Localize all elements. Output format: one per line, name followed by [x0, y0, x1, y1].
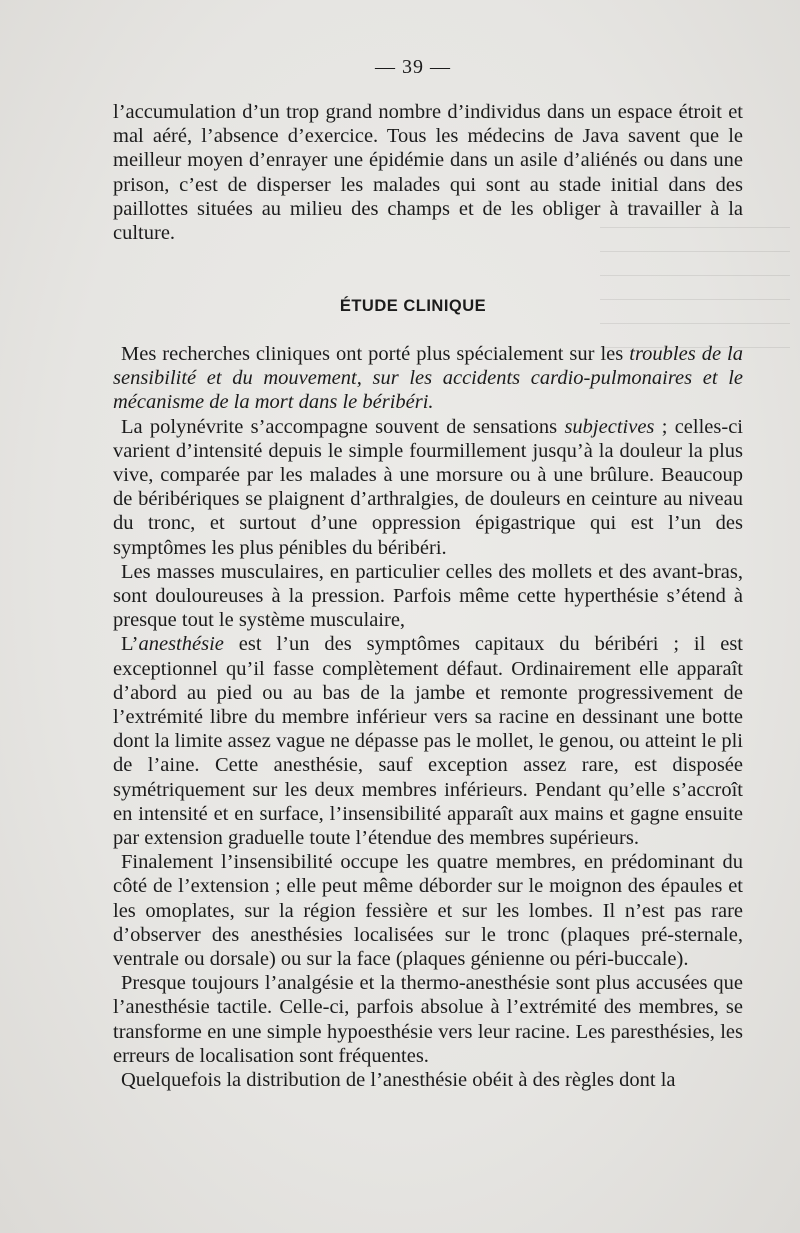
intro-paragraph: l’accumulation d’un trop grand nombre d’individus dans un espace étroit et mal aéré, l’absence d’exercice. Tous les médecins de Java savent que le meilleur moyen d’enrayer une épidémie dans un asile d’aliénés ou dans une prison, c’est de disperser les malades qui sont au stade initial dans des paillottes situées au milieu des champs et de les obliger à travailler à la culture. [113, 101, 743, 245]
paragraph-7: Quelquefois la distribution de l’anesthésie obéit à des règles dont la [121, 1069, 676, 1092]
paragraph-4 [113, 632, 743, 850]
paragraph-5: Finalement l’insensibilité occupe les quatre membres, en prédominant du côté de l’extension ; elle peut même déborder sur le moignon des épaules et les omoplates, sur la région fessière et sur les lombes. Il n’est pas rare d’observer des anesthésies localisées sur le tronc (plaques pré-sternale, ventrale ou dorsale) ou sur la face (plaques génienne ou péri-buccale). [113, 851, 743, 971]
paragraph-2-rest: ; celles-ci varient d’intensité depuis le simple fourmillement jusqu’à la douleur la plus vive, comparée par les malades à une morsure ou à une brûlure. Beaucoup de béribériques se plaignent d’arthralgies, de douleurs en ceinture au niveau du tronc, et surtout d’une oppression épigastrique qui est l’un des symptômes les plus pénibles du béribéri. [113, 415, 743, 559]
paragraph-3: Les masses musculaires, en particulier celles des mollets et des avant-bras, sont douloureuses à la pression. Parfois même cette hyperthésie s’étend à presque tout le système musculaire, [113, 560, 743, 632]
paragraph-6: Presque toujours l’analgésie et la thermo-anesthésie sont plus accusées que l’anesthésie tactile. Celle-ci, parfois absolue à l’extrémité des membres, se transforme en une simple hypoesthésie vers leur racine. Les paresthésies, les erreurs de localisation sont fréquentes. [113, 972, 743, 1067]
section-heading: ÉTUDE CLINIQUE [339, 297, 487, 315]
paragraph-2 [113, 415, 743, 560]
paragraph-2-emphasis: subjectives [564, 415, 655, 438]
paragraph-1 [113, 342, 743, 415]
paragraph-2-lead: La polynévrite s’accompagne souvent de sensations [121, 415, 565, 438]
paragraph-1-lead: Mes recherches cliniques ont porté plus spécialement sur les [121, 343, 630, 365]
paragraph-4-lead: L’ [121, 633, 139, 656]
main-text-block [113, 342, 743, 1092]
page-number: — 39 — [375, 56, 451, 78]
intro-paragraph-block [113, 100, 743, 245]
paragraph-4-emphasis: anesthésie [138, 633, 224, 656]
paragraph-4-rest: est l’un des symptômes capitaux du béribéri ; il est exceptionnel qu’il fasse complètement défaut. Ordinairement elle apparaît d’abord au pied ou au bas de la jambe et remonte progressivement de l’extrémité libre du membre inférieur vers sa racine en dessinant une botte dont la limite assez vague ne dépasse pas le mollet, le genou, ou atteint le pli de l’aine. Cette anesthésie, sauf exception assez rare, est disposée symétriquement sur les deux membres inférieurs. Pendant qu’elle s’accroît en intensité et en surface, l’insensibilité apparaît aux mains et gagne ensuite par extension graduelle toute l’étendue des membres supérieurs. [113, 633, 743, 850]
paragraph-1-emphasis: troubles de la sensibilité et du mouvement, sur les accidents cardio-pulmonaires et le mécanisme de la mort dans le béribéri. [113, 343, 743, 414]
